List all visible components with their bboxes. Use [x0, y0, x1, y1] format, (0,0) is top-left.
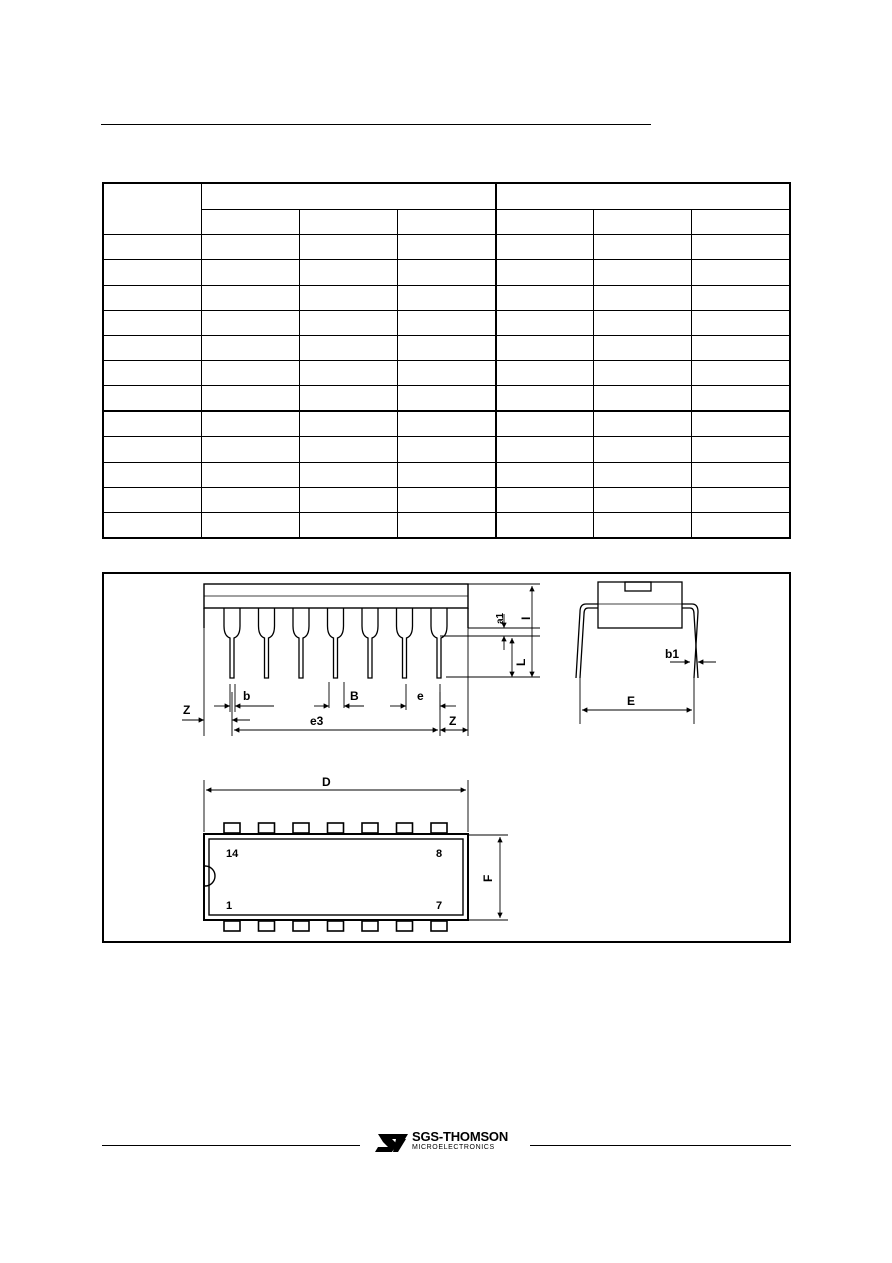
footer-rule-right	[530, 1145, 791, 1146]
footer-brand: SGS-THOMSON	[412, 1129, 509, 1144]
table-subheader-row	[103, 210, 790, 235]
table-row	[103, 437, 790, 462]
lead-4	[328, 608, 344, 678]
pad-top-7	[431, 823, 447, 833]
table-row	[103, 462, 790, 487]
table-row	[103, 260, 790, 285]
lead-1	[224, 608, 240, 678]
table-cell	[594, 210, 692, 235]
table-row	[103, 386, 790, 412]
lead-6	[397, 608, 413, 678]
pad-top-4	[328, 823, 344, 833]
dim-F: F	[481, 874, 495, 882]
pad-bottom-2	[259, 921, 275, 931]
pad-bottom-6	[397, 921, 413, 931]
dim-B: B	[350, 689, 359, 703]
lead-5	[362, 608, 378, 678]
table-cell	[201, 183, 495, 210]
table-cell	[692, 210, 790, 235]
dim-I: I	[519, 616, 533, 620]
table-row	[103, 512, 790, 538]
dim-D: D	[322, 775, 331, 789]
header-rule	[101, 124, 651, 125]
footer-rule-left	[102, 1145, 360, 1146]
table-cell	[397, 210, 495, 235]
pad-bottom-7	[431, 921, 447, 931]
dimension-labels	[183, 612, 679, 912]
lead-2	[259, 608, 275, 678]
dim-Z-right: Z	[449, 714, 457, 728]
package-outline-svg	[104, 574, 793, 945]
table-row	[103, 235, 790, 260]
dip-leads	[224, 608, 447, 678]
pin-1-label: 1	[226, 900, 233, 912]
dim-b: b	[243, 689, 251, 703]
pad-bottom-4	[328, 921, 344, 931]
table-cell	[496, 210, 594, 235]
table-row	[103, 335, 790, 360]
top-view	[204, 834, 468, 920]
table-row	[103, 411, 790, 437]
footer-brand-sub: MICROELECTRONICS	[412, 1144, 495, 1151]
pad-bottom-1	[224, 921, 240, 931]
table-row	[103, 487, 790, 512]
dim-a1: a1	[495, 612, 506, 624]
pad-top-1	[224, 823, 240, 833]
lead-3	[293, 608, 309, 678]
side-view	[204, 584, 468, 628]
pin-14-label: 14	[226, 848, 239, 860]
table-cell	[299, 210, 397, 235]
dim-E: E	[627, 694, 636, 708]
pad-top-2	[259, 823, 275, 833]
lead-7	[431, 608, 447, 678]
dim-Z-left: Z	[183, 703, 191, 717]
table-row	[103, 360, 790, 385]
table-row	[103, 285, 790, 310]
package-drawing	[102, 572, 791, 943]
pad-top-6	[397, 823, 413, 833]
pin-7-label: 7	[436, 900, 443, 912]
pad-top-3	[293, 823, 309, 833]
table-cell	[201, 210, 299, 235]
table-cell	[103, 183, 201, 235]
dim-e3: e3	[310, 714, 324, 728]
end-view	[576, 582, 698, 724]
pin-8-label: 8	[436, 848, 443, 860]
dim-L: L	[514, 658, 528, 666]
pad-bottom-3	[293, 921, 309, 931]
st-logo-icon	[372, 1130, 412, 1156]
dimensions-table	[102, 182, 791, 539]
pad-top-5	[362, 823, 378, 833]
dim-e: e	[417, 689, 424, 703]
dim-b1: b1	[665, 647, 680, 661]
pad-bottom-5	[362, 921, 378, 931]
table-cell	[496, 183, 790, 210]
table-header-row	[103, 183, 790, 210]
table-row	[103, 310, 790, 335]
